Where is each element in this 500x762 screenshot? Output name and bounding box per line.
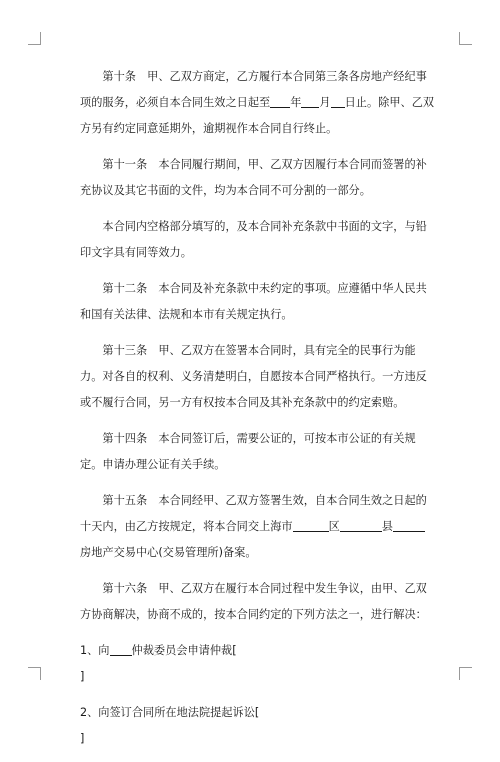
clause-15-text-1: 第十五条 本合同经甲、乙双方签署生效，自本合同生效之日起的十天内，由乙方按规定，将本合同交上海市 [80,494,427,533]
clause-11: 第十一条 本合同履行期间，甲、乙双方因履行本合同而签署的补充协议及其它书面的文件，均为本合同不可分割的一部分。 [80,158,427,197]
month-label: 月 [319,96,331,109]
corner-mark-top-left [28,32,41,45]
clause-11-note: 本合同内空格部分填写的，及本合同补充条款中书面的文字，与铅印文字具有同等效力。 [80,220,427,259]
corner-mark-bottom-left [28,667,41,680]
year-label: 年 [290,96,302,109]
option-2-close: ] [80,732,85,745]
blank-year [270,95,290,108]
clause-13: 第十三条 甲、乙双方在签署本合同时，具有完全的民事行为能力。对各自的权利、义务清楚明白，自愿按本合同严格执行。一方违反或不履行合同，另一方有权按本合同及其补充条款中的约定索赔。 [80,344,427,409]
option-litigation: 2、向签订合同所在地法院提起诉讼[ [80,706,260,719]
clause-15 [80,488,436,566]
contract-page-body [80,64,436,762]
corner-mark-top-right [459,32,472,45]
corner-mark-bottom-right [459,667,472,680]
option-1-prefix: 1、向 [80,644,110,657]
clause-10 [80,64,436,142]
blank-district [293,519,329,532]
blank-month [301,95,319,108]
option-arbitration [80,638,436,664]
clause-12: 第十二条 本合同及补充条款中未约定的事项。应遵循中华人民共和国有关法律、法规和本市有关规定执行。 [80,282,427,321]
blank-center [393,519,425,532]
option-1-suffix: 仲裁委员会申请仲裁[ [131,644,237,657]
option-1-close: ] [80,670,85,683]
blank-arbitration-body [110,643,132,656]
district-label: 区 [328,520,340,533]
clause-16: 第十六条 甲、乙双方在履行本合同过程中发生争议，由甲、乙双方协商解决，协商不成的，按本合同约定的下列方法之一，进行解决： [80,582,427,621]
clause-10-text-1: 第十条 甲、乙双方商定，乙方履行本合同第三条各房地产经纪事项的服务，必须自本合同生效之日起至 [80,70,427,109]
clause-14: 第十四条 本合同签订后，需要公证的，可按本市公证的有关规定。申请办理公证有关手续。 [80,432,416,471]
county-label: 县 [381,520,393,533]
clause-10-text-2: 日止。除甲、乙双方另有约定同意延期外，逾期视作本合同自行终止。 [80,96,435,135]
blank-county [340,519,382,532]
clause-15-text-2: 房地产交易中心(交易管理所)备案。 [80,546,257,559]
blank-day [331,95,345,108]
